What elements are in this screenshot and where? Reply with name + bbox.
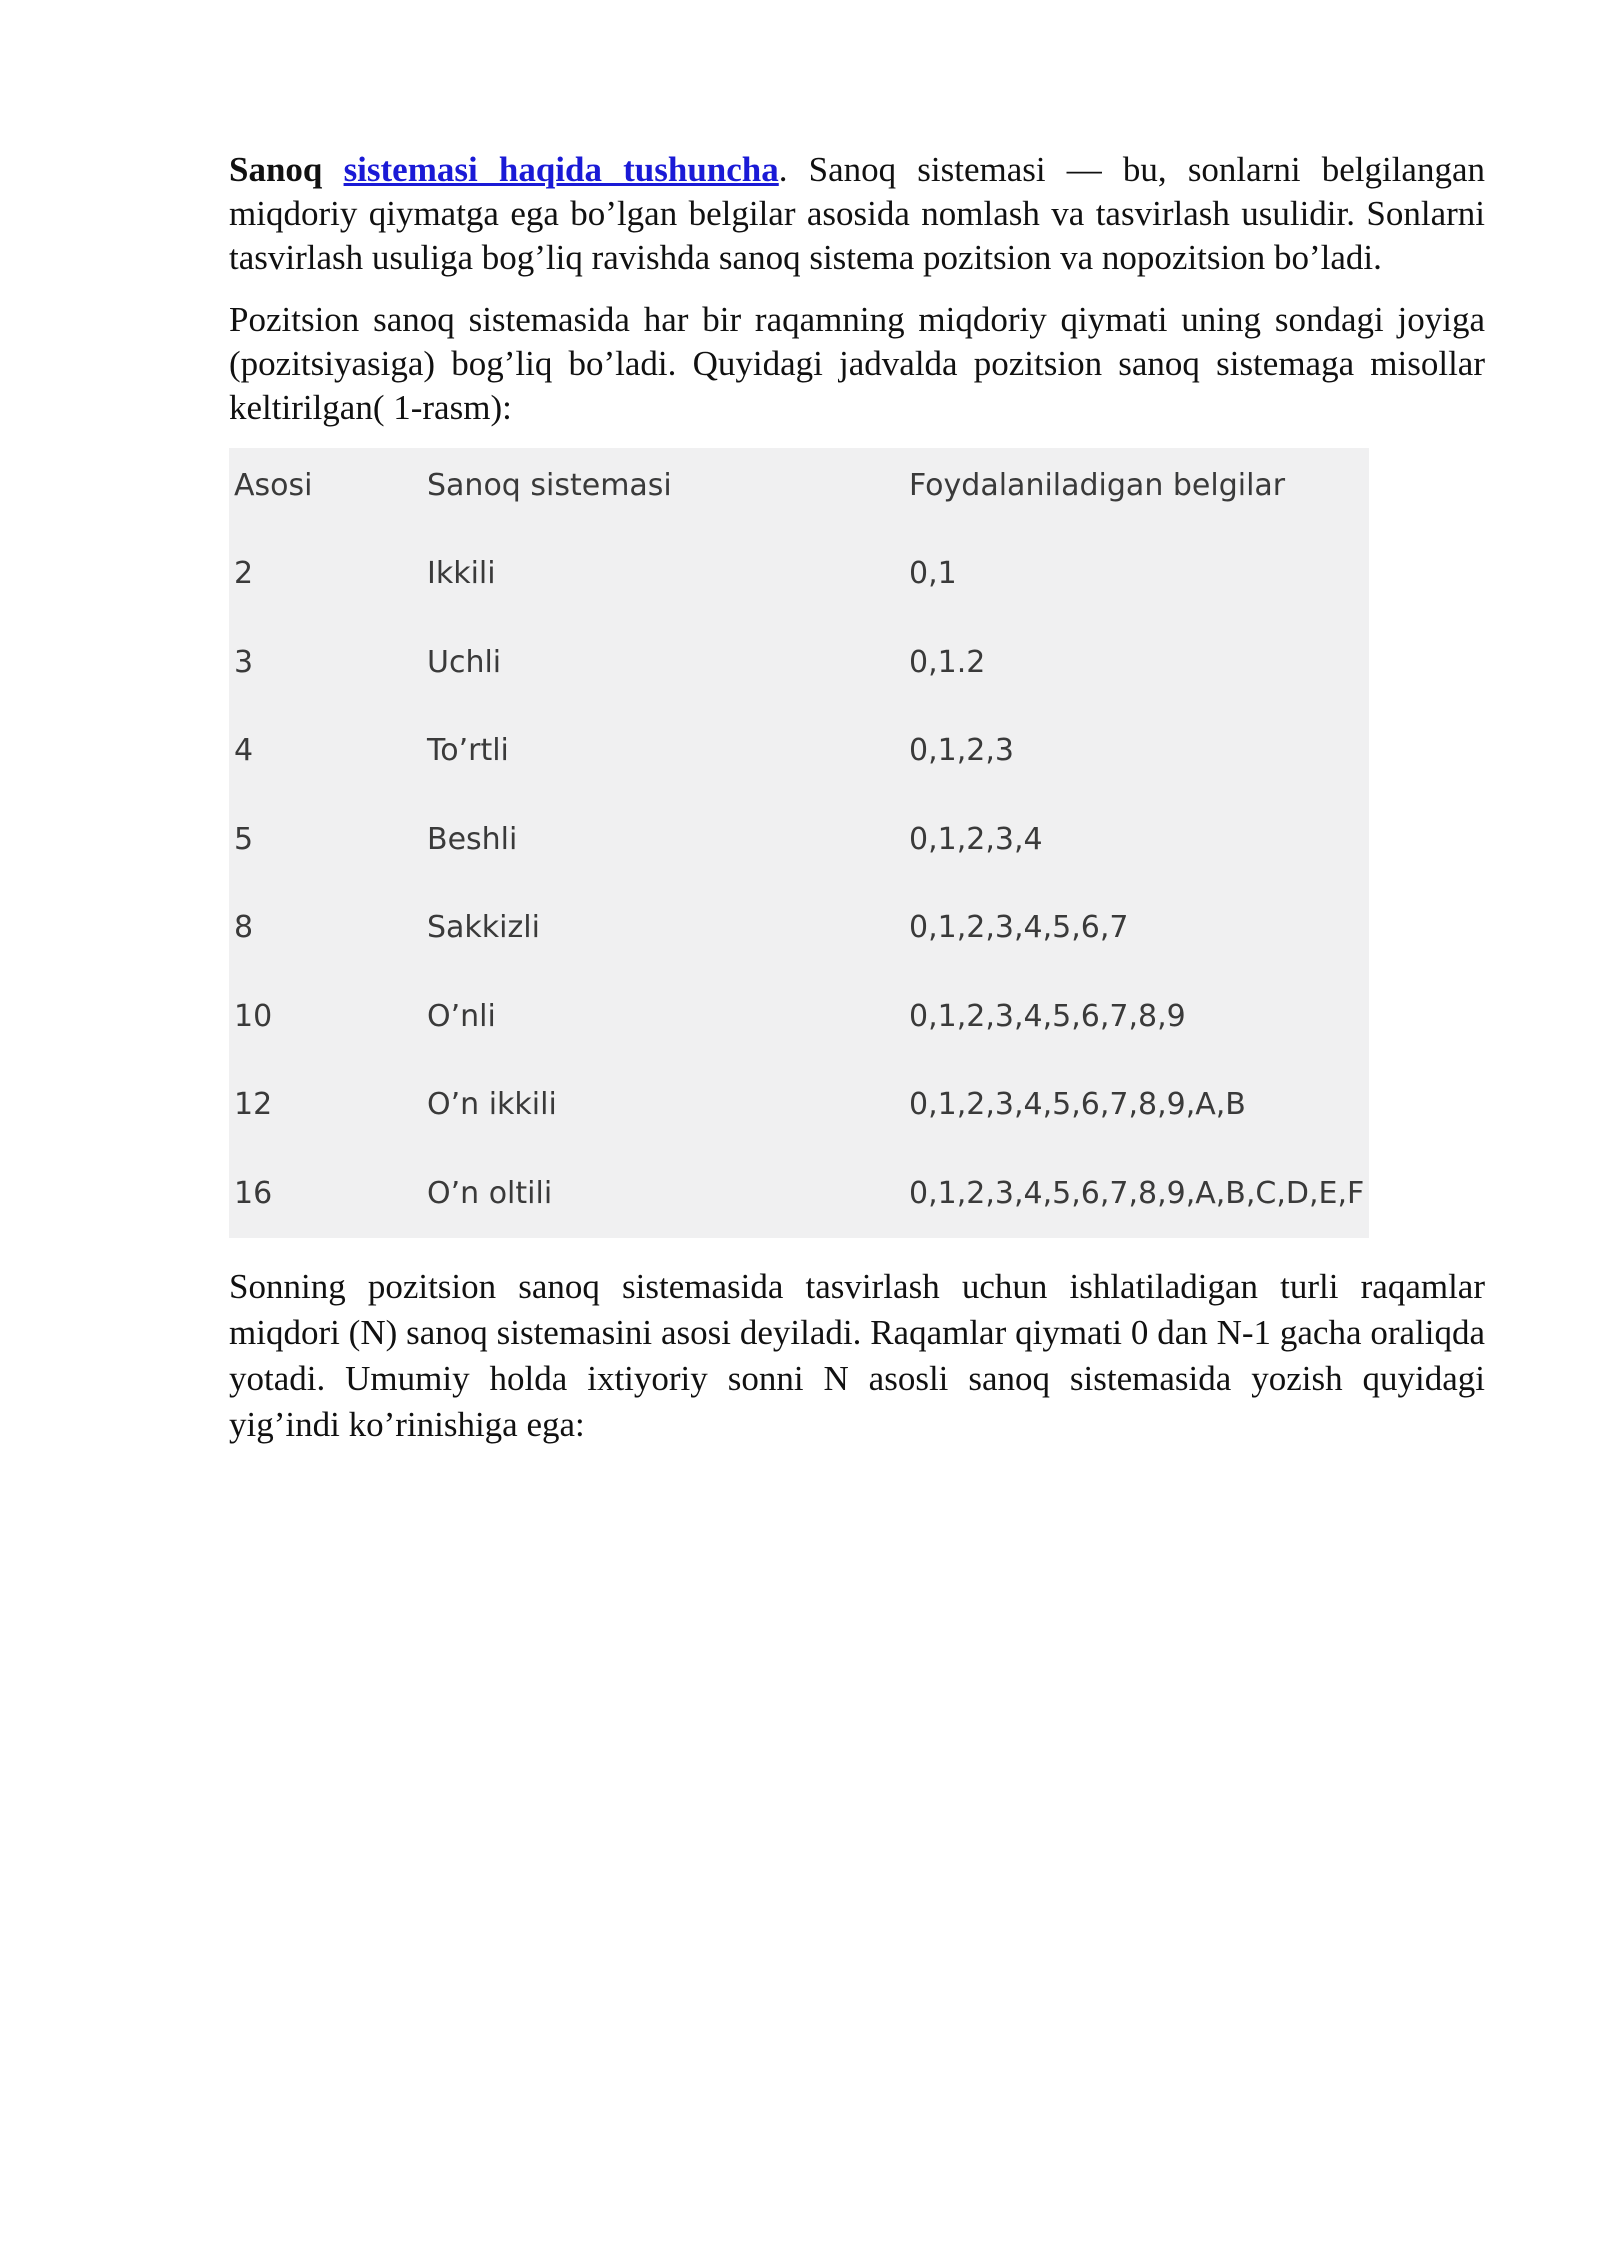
table-header-row	[229, 456, 1369, 516]
row-symbols: 0,1,2,3,4,5,6,7,8,9	[909, 998, 1186, 1034]
number-systems-table-image	[229, 448, 1369, 1238]
base-definition-paragraph: Sonning pozitsion sanoq sistemasida tasvirlash uchun ishlatiladigan turli raqamlar miqdori (N) sanoq sistemasini asosi deyiladi. Raqamlar qiymati 0 dan N-1 gacha oraliqda yotadi. Umumiy holda ixtiyoriy sonni N asosli sanoq sistemasida yozish quyidagi yig’indi ko’rinishiga ega:	[229, 1267, 1485, 1444]
row-symbols: 0,1	[909, 556, 957, 591]
row-base: 10	[234, 998, 273, 1034]
row-symbols: 0,1,2,3,4,5,6,7	[909, 910, 1129, 945]
row-symbols: 0,1,2,3,4,5,6,7,8,9,A,B,C,D,E,F	[909, 1175, 1365, 1211]
intro-text: . Sanoq sistemasi — bu, sonlarni belgilangan miqdoriy qiymatga ega bo’lgan belgilar asosida nomlash va tasvirlash usulidir. Sonlarni tasvirlash usuliga bog’liq ravishda sanoq sistema pozitsion va nopozitsion bo’ladi.	[229, 150, 1485, 277]
table-row	[229, 544, 1369, 604]
header-base: Asosi	[234, 468, 313, 503]
table-row	[229, 721, 1369, 781]
document-body	[229, 148, 1485, 1466]
row-system-name: Ikkili	[427, 556, 496, 591]
table-row	[229, 1164, 1369, 1224]
topic-link[interactable]: sistemasi haqida tushuncha	[343, 150, 779, 189]
table-row	[229, 898, 1369, 958]
row-system-name: Uchli	[427, 644, 502, 680]
header-system: Sanoq sistemasi	[427, 468, 672, 503]
row-base: 4	[234, 733, 254, 768]
row-system-name: Sakkizli	[427, 910, 540, 945]
row-system-name: O’n ikkili	[427, 1087, 557, 1122]
row-system-name: To’rtli	[427, 733, 509, 768]
row-base: 8	[234, 910, 254, 945]
header-symbols: Foydalaniladigan belgilar	[909, 468, 1286, 503]
row-system-name: O’nli	[427, 998, 496, 1034]
table-row	[229, 810, 1369, 870]
lead-term: Sanoq	[229, 150, 323, 189]
row-symbols: 0,1.2	[909, 644, 986, 680]
row-base: 2	[234, 556, 254, 591]
row-symbols: 0,1,2,3,4	[909, 821, 1043, 857]
row-symbols: 0,1,2,3	[909, 733, 1014, 768]
positional-paragraph: Pozitsion sanoq sistemasida har bir raqamning miqdoriy qiymati uning sondagi joyiga (pozitsiyasiga) bog’liq bo’ladi. Quyidagi jadvalda pozitsion sanoq sistemaga misollar keltirilgan( 1-rasm):	[229, 300, 1485, 427]
row-base: 16	[234, 1175, 273, 1211]
table-row	[229, 633, 1369, 693]
table-row	[229, 987, 1369, 1047]
row-system-name: Beshli	[427, 821, 518, 857]
row-system-name: O’n oltili	[427, 1175, 553, 1211]
row-symbols: 0,1,2,3,4,5,6,7,8,9,A,B	[909, 1087, 1246, 1122]
row-base: 5	[234, 821, 254, 857]
table-row	[229, 1075, 1369, 1135]
row-base: 3	[234, 644, 254, 680]
row-base: 12	[234, 1087, 273, 1122]
intro-paragraph	[229, 148, 1485, 280]
